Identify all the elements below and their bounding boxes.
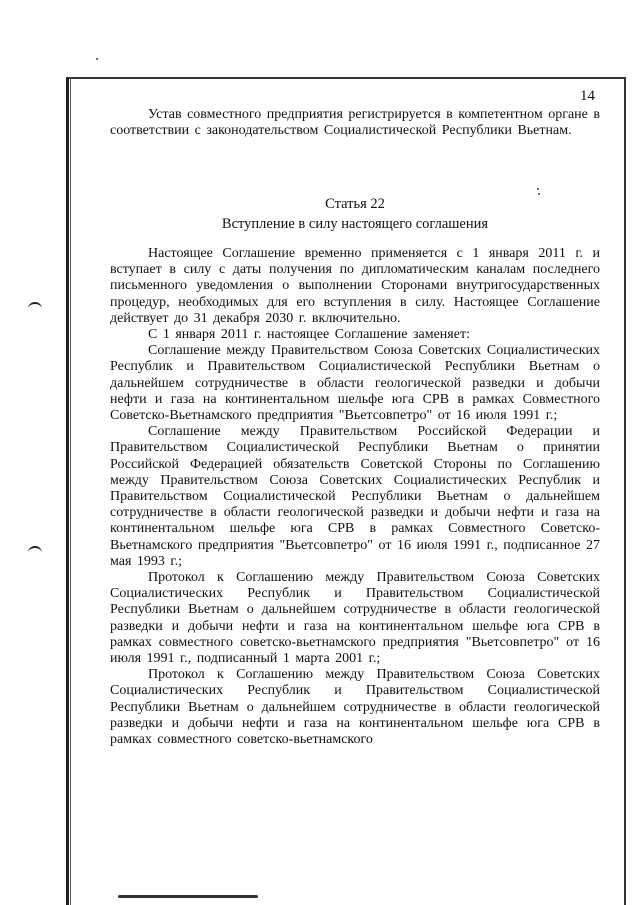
paragraph: Устав совместного предприятия регистрируется в компетентном органе в соответствии с законодательством Социалистической Республики Вьетнам.	[110, 107, 600, 139]
paragraph: Соглашение между Правительством Российской Федерации и Правительством Социалистической Республики Вьетнам о принятии Российской Федерацией обязательств Советской Стороны по Соглашению между Правительством Союза Советских Социалистических Республик и Правительством Социалистической Республики Вьетнам о дальнейшем сотрудничестве в области геологической разведки и добычи нефти и газа на континентальном шельфе юга СРВ в рамках Совместного Советско-Вьетнамского предприятия "Вьетсовпетро" от 16 июля 1991 г., подписанное 27 мая 1993 г.;	[110, 424, 600, 569]
scan-frame-right	[624, 78, 626, 905]
scan-bottom-mark	[118, 895, 258, 898]
paragraph: С 1 января 2011 г. настоящее Соглашение заменяет:	[148, 327, 470, 343]
paragraph: Протокол к Соглашению между Правительством Союза Советских Социалистических Республик и Правительством Социалистической Республики Вьетнам о дальнейшем сотрудничестве в области геологической разведки и добычи нефти и газа на континентальном шельфе юга СРВ в рамках совместного советско-вьетнамского	[110, 667, 600, 748]
paragraph: Соглашение между Правительством Союза Советских Социалистических Республик и Правительством Социалистической Республики Вьетнам о дальнейшем сотрудничестве в области геологической разведки и добычи нефти и газа на континентальном шельфе юга СРВ в рамках Совместного Советско-Вьетнамского предприятия "Вьетсовпетро" от 16 июля 1991 г.;	[110, 343, 600, 424]
scan-speck	[537, 188, 539, 190]
paragraph: Протокол к Соглашению между Правительством Союза Советских Социалистических Республик и Правительством Социалистической Республики Вьетнам о дальнейшем сотрудничестве в области геологической разведки и добычи нефти и газа на континентальном шельфе юга СРВ в рамках совместного советско-вьетнамского предприятия "Вьетсовпетро" от 16 июля 1991 г., подписанный 1 марта 2001 г.;	[110, 570, 600, 667]
scan-speck	[96, 58, 98, 60]
article-body	[110, 246, 600, 748]
punch-hole-mark	[28, 302, 42, 312]
scan-frame-left	[66, 78, 69, 905]
paragraph: Настоящее Соглашение временно применяется с 1 января 2011 г. и вступает в силу с даты получения по дипломатическим каналам последнего письменного уведомления о выполнении Сторонами внутригосударственных процедур, необходимых для его вступления в силу. Настоящее Соглашение действует до 31 декабря 2030 г. включительно.	[110, 246, 600, 326]
article-number: Статья 22	[325, 196, 385, 212]
scan-speck	[538, 193, 540, 195]
scan-frame-left-inner	[70, 78, 71, 905]
scan-frame-top	[66, 77, 626, 79]
page-number: 14	[580, 88, 595, 104]
punch-hole-mark	[28, 546, 42, 556]
article-title: Вступление в силу настоящего соглашения	[221, 216, 489, 232]
top-paragraph-block	[110, 107, 600, 139]
